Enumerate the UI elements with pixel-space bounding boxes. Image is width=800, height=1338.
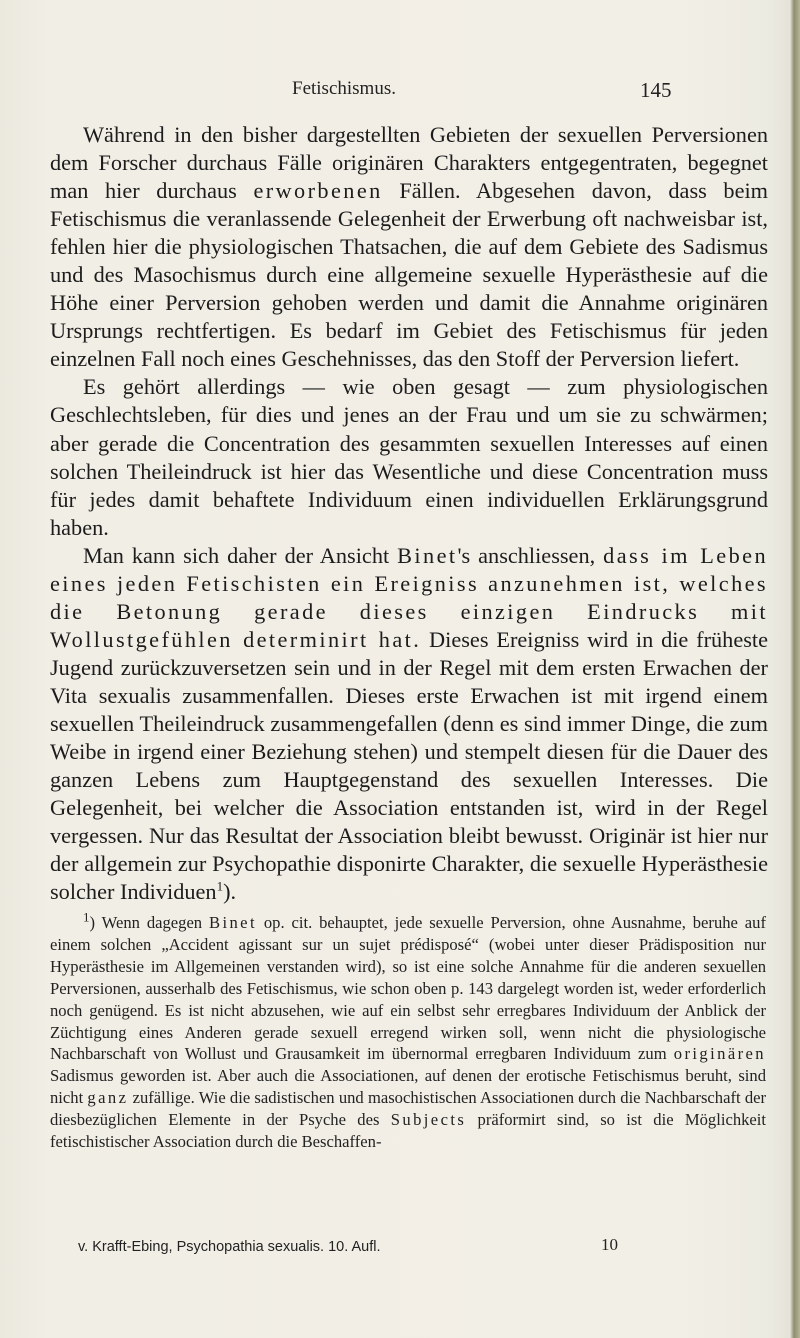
footnote-text-a: ) Wenn dagegen — [89, 913, 209, 932]
running-title: Fetischismus. — [292, 78, 396, 99]
paragraph-3-intro: Man kann sich daher der Ansicht — [83, 542, 398, 568]
footnote-text-b: op. cit. behauptet, jede sexuelle Perversion, ohne Ausnahme, beruhe auf einem solchen „Accident agissant sur un sujet prédisposé“ (wobei unter dieser Prädisposition nur Hyperästhesie im Allgemeinen verstanden wird), so ist eine solche Annahme für die anderen sexuellen Perversionen, ausserhalb des Fetischismus, wie schon oben p. 143 dargelegt worden ist, weder erforderlich noch genügend. Es ist nicht abzusehen, wie auf ein selbst sehr erregbares Individuum der Anblick der Züchtigung eines Anderen gerade sexuell erregend wirken soll, wenn nicht die physiologische Nachbarschaft von Wollust und Grausamkeit im übernormal erregbaren Individuum zum — [50, 913, 766, 1064]
emphasis-thesis: dass im Leben eines jeden Fetischisten ein Ereigniss anzunehmen ist, welches die Betonung gerade dieses einzigen Eindrucks mit Wollustgefühlen determinirt hat. — [50, 542, 768, 652]
paragraph-1 — [50, 121, 768, 373]
footnote-ganz: ganz — [87, 1088, 129, 1108]
paragraph-3 — [50, 542, 768, 907]
main-text — [50, 121, 768, 906]
emphasis-erworbenen: erworbenen — [253, 178, 383, 204]
footnote — [50, 909, 767, 1153]
paragraph-3-end: ). — [223, 879, 237, 905]
footnote-text-e: präformirt sind, so ist die Möglichkeit fetischistischer Association durch die Beschaffen- — [50, 1110, 766, 1152]
page-header — [0, 78, 800, 114]
footnote-originaer: originären — [673, 1044, 766, 1064]
page-number: 145 — [640, 78, 672, 102]
paragraph-3-rest: Dieses Ereigniss wird in die früheste Jugend zurückzuversetzen sein und in der Regel mit dem ersten Erwachen der Vita sexualis zusammenfallen. Dieses erste Erwachen ist mit irgend einem sexuellen Theileindruck zusammengefallen (denn es sind immer Dinge, die zum Weibe in irgend einer Beziehung stehen) und stempelt diesen für die Dauer des ganzen Lebens zum Hauptgegenstand des sexuellen Interesses. Die Gelegenheit, bei welcher die Association entstanden ist, wird in der Regel vergessen. Nur das Resultat der Association bleibt bewusst. Originär ist hier nur der allgemein zur Psychopathie disponirte Charakter, die sexuelle Hyperästhesie solcher Individuen — [50, 626, 768, 905]
footnote-text-d: zufällige. Wie die sadistischen und masochistischen Associationen durch die Nachbarschaft der diesbezüglichen Elemente in der Psyche des — [50, 1088, 767, 1130]
page-edge-shadow — [790, 0, 800, 1338]
sheet-signature: 10 — [601, 1235, 618, 1254]
paragraph-1-text: Während in den bisher dargestellten Gebieten der sexuellen Perversionen dem Forscher durchaus Fälle originären Charakters entgegentraten, begegnet man hier durchaus — [50, 122, 768, 204]
footnote-reference[interactable]: 1 — [216, 878, 224, 894]
author-binet: Binet — [397, 542, 458, 568]
paragraph-1-rest: Fällen. Abgesehen davon, dass beim Fetischismus die veranlassende Gelegenheit der Erwerbung oft nachweisbar ist, fehlen hier die physiologischen Thatsachen, die auf dem Gebiete des Sadismus und des Masochismus durch eine allgemeine sexuelle Hyperästhesie auf die Höhe einer Perversion gehoben werden und damit die Annahme originären Ursprungs rechtfertigen. Es bedarf im Gebiet des Fetischismus für jeden einzelnen Fall noch eines Geschehnisses, das den Stoff der Perversion liefert. — [50, 178, 769, 372]
footnote-text-c: Sadismus geworden ist. Aber auch die Associationen, auf denen der erotische Fetischismus beruht, sind nicht — [50, 1066, 766, 1108]
footnote-marker: 1 — [83, 909, 90, 925]
paragraph-2: Es gehört allerdings — wie oben gesagt — zum physiologischen Geschlechtsleben, für dies und jenes an der Frau und um sie zu schwärmen; aber gerade die Concentration des gesammten sexuellen Interesses auf einen solchen Theileindruck ist hier das Wesentliche und diese Concentration muss für jedes damit behaftete Individuum einen individuellen Erklärungsgrund haben. — [50, 374, 768, 540]
paragraph-3-mid: 's anschliessen, — [457, 542, 604, 568]
footnote-subjects: Subjects — [390, 1110, 467, 1130]
book-source-line: v. Krafft-Ebing, Psychopathia sexualis. 10. Aufl. — [78, 1239, 381, 1255]
footnote-binet: Binet — [209, 913, 257, 932]
page-footer — [50, 1235, 766, 1263]
